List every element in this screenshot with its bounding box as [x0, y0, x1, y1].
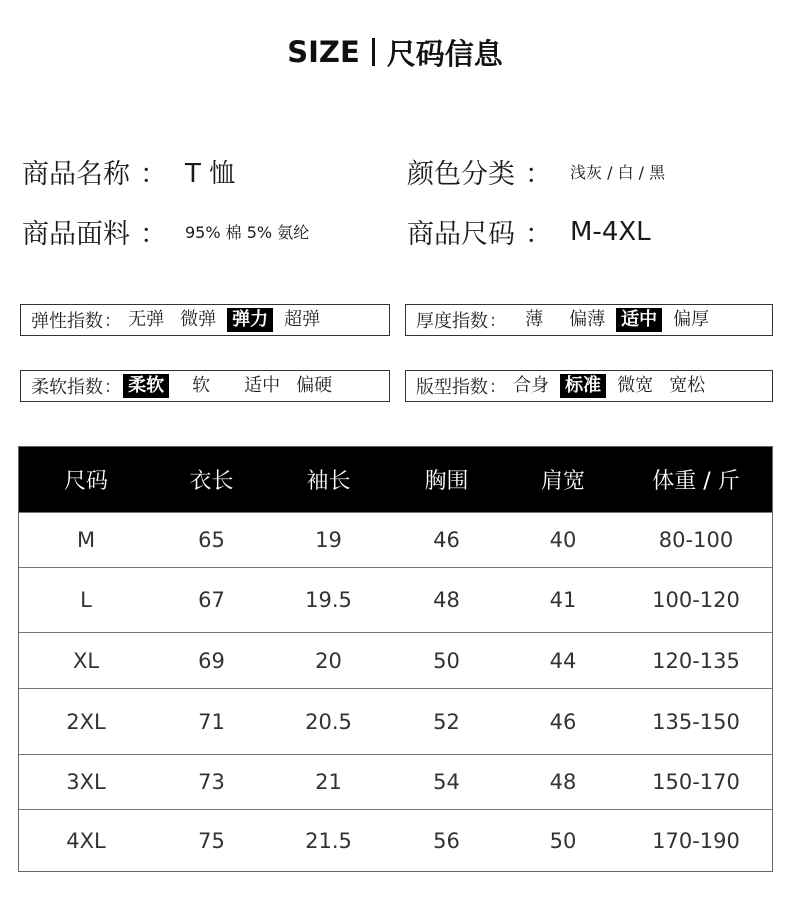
scale-option: 无弹	[128, 309, 165, 330]
table-row	[19, 512, 772, 567]
scale-option-selected: 标准	[560, 374, 606, 398]
table-cell: 56	[433, 829, 460, 853]
table-cell: 41	[549, 588, 577, 612]
table-cell: 54	[433, 770, 460, 794]
table-row	[19, 567, 772, 632]
color-label: 颜色分类	[407, 159, 515, 190]
colon: ：	[525, 159, 552, 190]
scale-option: 薄	[525, 309, 544, 330]
scale-option: 偏厚	[673, 309, 710, 330]
fabric-value: 95% 棉 5% 氨纶	[185, 223, 310, 242]
colon: ：	[525, 219, 552, 250]
size-range-value: M-4XL	[570, 216, 651, 247]
scale-label: 厚度指数	[416, 311, 488, 332]
scale-option: 合身	[513, 375, 550, 396]
table-cell: 2XL	[66, 709, 106, 734]
page-title	[0, 30, 790, 74]
table-cell: 4XL	[66, 829, 106, 853]
table-cell: 100-120	[652, 588, 740, 612]
product-name-value: T 恤	[185, 159, 236, 189]
table-cell: 67	[198, 588, 225, 612]
table-cell: 52	[433, 709, 460, 734]
scale-option: 宽松	[669, 375, 706, 396]
color-row	[407, 152, 665, 191]
scale-label: 柔软指数	[31, 377, 103, 398]
table-cell: 46	[549, 709, 577, 734]
table-cell: 44	[549, 648, 577, 673]
title-cn: 尺码信息	[386, 36, 503, 71]
size-range-label: 商品尺码	[407, 219, 515, 250]
table-cell: 20.5	[305, 709, 352, 734]
table-cell: 48	[433, 588, 460, 612]
table-cell: 135-150	[652, 709, 740, 734]
header-cell-length: 衣长	[189, 469, 234, 494]
fabric-row	[22, 212, 309, 251]
title-en: SIZE	[287, 35, 360, 69]
table-cell: 73	[198, 770, 225, 794]
table-row	[19, 809, 772, 872]
scale-option-selected: 柔软	[123, 374, 169, 398]
table-cell: 120-135	[652, 648, 740, 673]
thickness-scale	[405, 304, 773, 336]
scale-colon: :	[490, 309, 497, 331]
header-cell-sleeve: 袖长	[306, 469, 351, 494]
table-row	[19, 632, 772, 688]
table-row	[19, 688, 772, 754]
table-cell: 40	[549, 528, 577, 552]
table-cell: 21.5	[305, 829, 352, 853]
colon: ：	[140, 159, 167, 190]
fabric-label: 商品面料	[22, 219, 130, 250]
fit-scale	[405, 370, 773, 402]
title-divider	[372, 38, 375, 66]
header-cell-chest: 胸围	[424, 469, 469, 494]
table-cell: 170-190	[652, 829, 740, 853]
table-cell: 21	[315, 770, 342, 794]
scale-label: 弹性指数	[31, 311, 103, 332]
table-cell: 46	[433, 528, 460, 552]
scale-option: 微宽	[617, 375, 654, 396]
header-cell-shoulder: 肩宽	[540, 469, 585, 494]
scale-option: 超弹	[284, 309, 321, 330]
table-cell: 71	[198, 709, 225, 734]
elasticity-scale	[20, 304, 390, 336]
table-cell: 80-100	[658, 528, 734, 552]
table-header	[19, 447, 772, 512]
scale-colon: :	[105, 309, 112, 331]
scale-option: 软	[192, 375, 211, 396]
table-cell: 50	[433, 648, 460, 673]
header-cell-size: 尺码	[63, 469, 108, 494]
scale-label: 版型指数	[416, 377, 488, 398]
header-cell-weight: 体重 / 斤	[652, 469, 740, 494]
table-cell: 19	[315, 528, 342, 552]
softness-scale	[20, 370, 390, 402]
scale-option: 微弹	[180, 309, 217, 330]
scale-option-selected: 适中	[616, 308, 662, 332]
scale-option: 偏薄	[569, 309, 606, 330]
scale-colon: :	[490, 375, 497, 397]
scale-option: 偏硬	[296, 375, 333, 396]
table-cell: 48	[549, 770, 577, 794]
table-cell: 50	[549, 829, 577, 853]
table-cell: M	[76, 528, 96, 552]
colon: ：	[140, 219, 167, 250]
table-cell: 20	[315, 648, 342, 673]
table-cell: XL	[72, 648, 100, 673]
product-name-row	[22, 152, 235, 191]
table-cell: 65	[198, 528, 225, 552]
table-cell: 75	[198, 829, 225, 853]
size-range-row	[407, 212, 651, 251]
table-cell: 69	[198, 648, 225, 673]
table-cell: 150-170	[652, 770, 740, 794]
size-table	[18, 446, 773, 872]
color-value: 浅灰 / 白 / 黑	[570, 163, 666, 182]
table-cell: 19.5	[305, 588, 352, 612]
product-name-label: 商品名称	[22, 159, 130, 190]
table-row	[19, 754, 772, 809]
table-cell: L	[80, 588, 92, 612]
scale-colon: :	[105, 375, 112, 397]
table-cell: 3XL	[66, 770, 106, 794]
scale-option: 适中	[244, 375, 281, 396]
scale-option-selected: 弹力	[227, 308, 273, 332]
